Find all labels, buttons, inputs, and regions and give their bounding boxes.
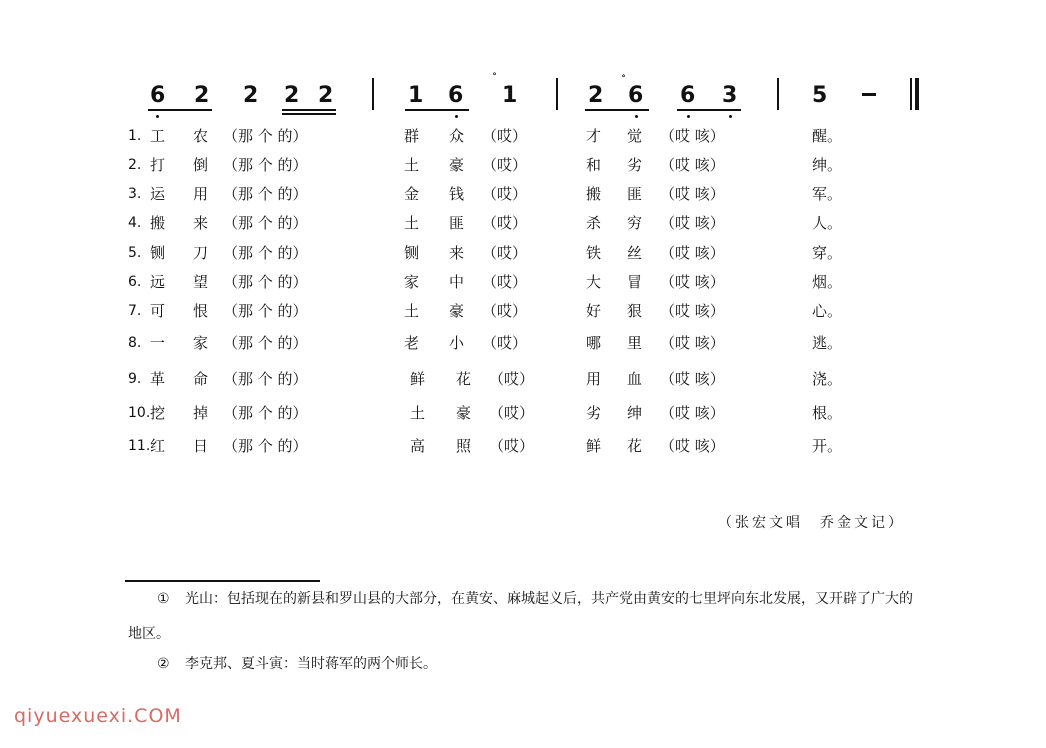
note-m1-4: 2 [284, 83, 300, 108]
lyric-a: 工 [150, 127, 166, 145]
lyric-b: 望 [193, 273, 209, 291]
lyric-filler: （那 个 的） [223, 214, 308, 232]
lyric-end: 逃。 [812, 334, 843, 352]
lyric-end: 醒。 [812, 127, 843, 145]
lyric-num: 11. [128, 438, 151, 454]
lyric-filler: （那 个 的） [223, 185, 308, 203]
eighth-beam [405, 109, 469, 111]
eighth-beam [677, 109, 741, 111]
lyric-end: 心。 [812, 302, 843, 320]
lyric-end: 烟。 [812, 273, 843, 291]
lyric-a: 远 [150, 273, 166, 291]
lyric-e: 用 [586, 370, 602, 388]
footnote-2-mark: ② [157, 656, 170, 672]
lyric-a: 一 [150, 334, 166, 352]
lyric-f: 穷 [627, 214, 643, 232]
lyric-oh: （哎） [482, 334, 528, 352]
lyric-end: 浇。 [812, 370, 843, 388]
lyric-e: 搬 [586, 185, 602, 203]
lyric-a: 运 [150, 185, 166, 203]
lyric-a: 铡 [150, 244, 166, 262]
note-m1-2: 2 [194, 83, 210, 108]
footnote-1-line2: 地区。 [128, 626, 170, 642]
lyric-num: 1. [128, 128, 142, 144]
lyric-e: 劣 [586, 404, 602, 422]
grace-ornament-icon: ˚ [621, 75, 626, 86]
lyric-ohai: （哎 咳） [660, 244, 725, 262]
sixteenth-beam [282, 113, 336, 115]
lyric-a: 搬 [150, 214, 166, 232]
lyric-a: 可 [150, 302, 166, 320]
lyric-e: 大 [586, 273, 602, 291]
lyric-ohai: （哎 咳） [660, 273, 725, 291]
lyric-num: 5. [128, 245, 142, 261]
lyric-e: 鲜 [586, 437, 602, 455]
lyric-filler: （那 个 的） [223, 244, 308, 262]
lyric-oh: （哎） [482, 214, 528, 232]
eighth-beam [148, 109, 212, 111]
lyric-end: 穿。 [812, 244, 843, 262]
lyric-e: 和 [586, 156, 602, 174]
bar-line [556, 78, 558, 110]
low-octave-dot [455, 115, 458, 118]
lyric-filler: （那 个 的） [223, 127, 308, 145]
note-m2-1: 1 [408, 83, 424, 108]
credit-line: （张宏文唱 乔金文记） [718, 515, 905, 531]
lyric-d: 钱 [449, 185, 465, 203]
lyric-b: 用 [193, 185, 209, 203]
lyric-ohai: （哎 咳） [660, 370, 725, 388]
note-m3-2: 6 [628, 83, 644, 108]
lyric-c: 家 [404, 273, 420, 291]
lyric-c: 群 [404, 127, 420, 145]
lyric-oh: （哎） [482, 244, 528, 262]
lyric-num: 8. [128, 335, 142, 351]
lyric-end: 开。 [812, 437, 843, 455]
lyric-ohai: （哎 咳） [660, 302, 725, 320]
lyric-filler: （那 个 的） [223, 370, 308, 388]
lyric-ohai: （哎 咳） [660, 404, 725, 422]
lyric-e: 铁 [586, 244, 602, 262]
lyric-e: 杀 [586, 214, 602, 232]
lyric-ohai: （哎 咳） [660, 127, 725, 145]
lyric-a: 革 [150, 370, 166, 388]
lyric-c: 土 [410, 404, 426, 422]
low-octave-dot [729, 115, 732, 118]
low-octave-dot [635, 115, 638, 118]
lyric-b: 家 [193, 334, 209, 352]
note-m2-2: 6 [448, 83, 464, 108]
lyric-d: 中 [449, 273, 465, 291]
lyric-oh: （哎） [482, 156, 528, 174]
bar-line [372, 78, 374, 110]
lyric-end: 绅。 [812, 156, 843, 174]
lyric-d: 来 [449, 244, 465, 262]
lyric-f: 冒 [627, 273, 643, 291]
lyric-ohai: （哎 咳） [660, 185, 725, 203]
lyric-oh: （哎） [489, 437, 535, 455]
lyric-d: 匪 [449, 214, 465, 232]
lyric-a: 打 [150, 156, 166, 174]
note-m1-5: 2 [318, 83, 334, 108]
lyric-d: 花 [456, 370, 472, 388]
lyric-num: 3. [128, 186, 142, 202]
lyric-oh: （哎） [489, 404, 535, 422]
lyric-filler: （那 个 的） [223, 302, 308, 320]
note-m3-1: 2 [588, 83, 604, 108]
footnote-1-line1: 光山：包括现在的新县和罗山县的大部分，在黄安、麻城起义后，共产党由黄安的七里坪向东北发展，又开辟了广大的 [185, 591, 913, 607]
lyric-oh: （哎） [482, 127, 528, 145]
lyric-c: 金 [404, 185, 420, 203]
note-m3-3: 6 [680, 83, 696, 108]
lyric-num: 6. [128, 274, 142, 290]
final-bar-heavy [915, 78, 919, 110]
lyric-b: 刀 [193, 244, 209, 262]
lyric-f: 绅 [627, 404, 643, 422]
lyric-f: 劣 [627, 156, 643, 174]
lyric-f: 狠 [627, 302, 643, 320]
lyric-b: 倒 [193, 156, 209, 174]
final-bar-thin [910, 78, 912, 110]
lyric-filler: （那 个 的） [223, 404, 308, 422]
lyric-end: 人。 [812, 214, 843, 232]
lyric-c: 土 [404, 156, 420, 174]
lyric-f: 血 [627, 370, 643, 388]
note-m4-1: 5 [812, 83, 828, 108]
lyric-d: 照 [456, 437, 472, 455]
lyric-a: 挖 [150, 404, 166, 422]
lyric-ohai: （哎 咳） [660, 156, 725, 174]
low-octave-dot [156, 115, 159, 118]
bar-line [777, 78, 779, 110]
lyric-f: 丝 [627, 244, 643, 262]
eighth-beam [585, 109, 649, 111]
lyric-end: 军。 [812, 185, 843, 203]
lyric-e: 好 [586, 302, 602, 320]
low-octave-dot [687, 115, 690, 118]
lyric-ohai: （哎 咳） [660, 437, 725, 455]
lyric-num: 4. [128, 215, 142, 231]
lyric-e: 才 [586, 127, 602, 145]
lyric-filler: （那 个 的） [223, 273, 308, 291]
lyric-f: 觉 [627, 127, 643, 145]
eighth-beam [282, 109, 336, 111]
watermark: qiyuexuexi.COM [14, 705, 182, 727]
lyric-num: 2. [128, 157, 142, 173]
note-m1-3: 2 [243, 83, 259, 108]
lyric-d: 豪 [449, 302, 465, 320]
lyric-e: 哪 [586, 334, 602, 352]
lyric-c: 老 [404, 334, 420, 352]
note-m1-1: 6 [150, 83, 166, 108]
lyric-d: 豪 [456, 404, 472, 422]
lyric-c: 高 [410, 437, 426, 455]
lyric-ohai: （哎 咳） [660, 334, 725, 352]
lyric-num: 9. [128, 371, 142, 387]
footnote-2-line1: 李克邦、夏斗寅：当时蒋军的两个师长。 [185, 656, 437, 672]
lyric-filler: （那 个 的） [223, 156, 308, 174]
note-m3-4: 3 [722, 83, 738, 108]
lyric-c: 土 [404, 302, 420, 320]
grace-ornament-icon: ˚ [492, 73, 497, 84]
lyric-end: 根。 [812, 404, 843, 422]
lyric-f: 花 [627, 437, 643, 455]
lyric-filler: （那 个 的） [223, 437, 308, 455]
lyric-oh: （哎） [482, 185, 528, 203]
lyric-c: 鲜 [410, 370, 426, 388]
lyric-f: 匪 [627, 185, 643, 203]
lyric-a: 红 [150, 437, 166, 455]
lyric-filler: （那 个 的） [223, 334, 308, 352]
lyric-b: 来 [193, 214, 209, 232]
lyric-b: 命 [193, 370, 209, 388]
lyric-b: 农 [193, 127, 209, 145]
lyric-f: 里 [627, 334, 643, 352]
extension-dash [862, 93, 876, 96]
note-m2-3: 1 [502, 83, 518, 108]
lyric-num: 10. [128, 405, 151, 421]
lyric-d: 众 [449, 127, 465, 145]
lyric-ohai: （哎 咳） [660, 214, 725, 232]
lyric-d: 小 [449, 334, 465, 352]
lyric-oh: （哎） [482, 273, 528, 291]
lyric-oh: （哎） [489, 370, 535, 388]
footnote-rule [125, 580, 320, 582]
lyric-oh: （哎） [482, 302, 528, 320]
lyric-d: 豪 [449, 156, 465, 174]
lyric-b: 掉 [193, 404, 209, 422]
lyric-num: 7. [128, 303, 142, 319]
lyric-b: 日 [193, 437, 209, 455]
footnote-1-mark: ① [157, 591, 170, 607]
lyric-c: 土 [404, 214, 420, 232]
lyric-b: 恨 [193, 302, 209, 320]
lyric-c: 铡 [404, 244, 420, 262]
